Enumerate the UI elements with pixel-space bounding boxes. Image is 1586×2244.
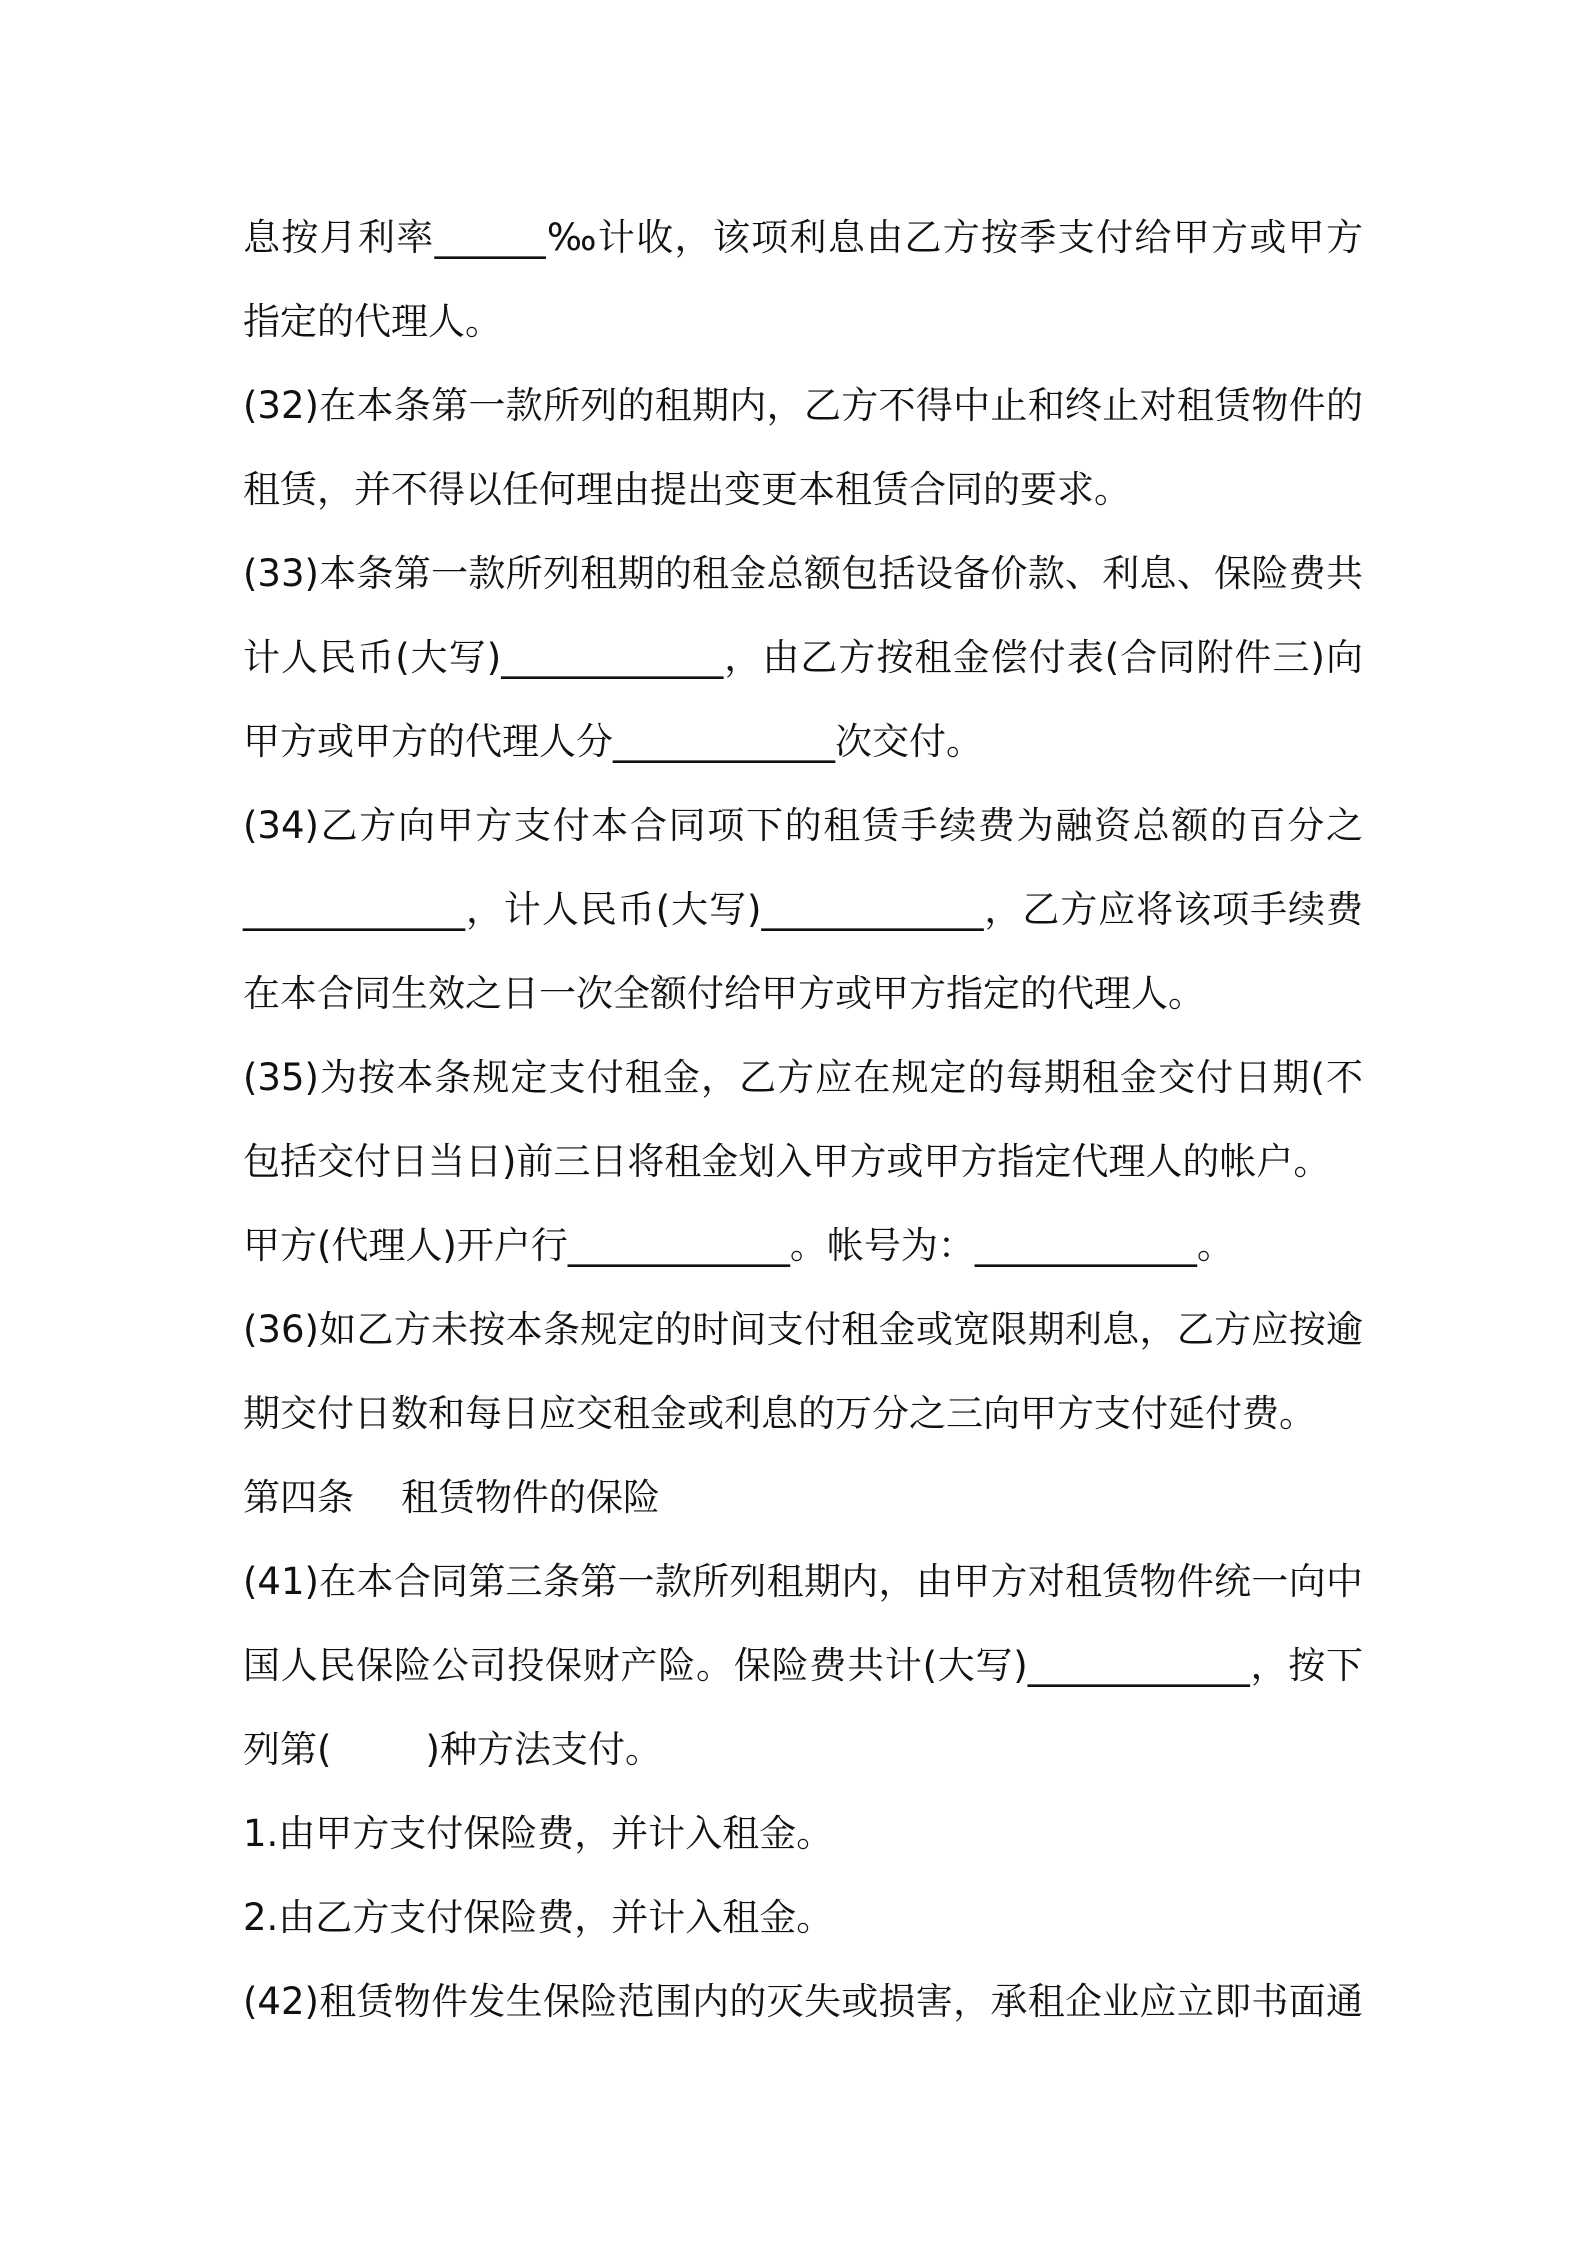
text-line-22: (42)租赁物件发生保险范围内的灭失或损害，承租企业应立即书面通 bbox=[243, 1980, 1363, 2023]
text-line-7: 甲方或甲方的代理人分____________次交付。 bbox=[243, 720, 983, 763]
text-line-4: 租赁，并不得以任何理由提出变更本租赁合同的要求。 bbox=[243, 468, 1131, 511]
text-line-15: 期交付日数和每日应交租金或利息的万分之三向甲方支付延付费。 bbox=[243, 1392, 1316, 1435]
text-line-3: (32)在本条第一款所列的租期内，乙方不得中止和终止对租赁物件的 bbox=[243, 384, 1363, 427]
text-line-10: 在本合同生效之日一次全额付给甲方或甲方指定的代理人。 bbox=[243, 972, 1205, 1015]
text-line-12: 包括交付日当日)前三日将租金划入甲方或甲方指定代理人的帐户。 bbox=[243, 1140, 1331, 1183]
text-line-11: (35)为按本条规定支付租金，乙方应在规定的每期租金交付日期(不 bbox=[243, 1056, 1363, 1099]
text-line-17: (41)在本合同第三条第一款所列租期内，由甲方对租赁物件统一向中 bbox=[243, 1560, 1363, 1603]
text-line-5: (33)本条第一款所列租期的租金总额包括设备价款、利息、保险费共 bbox=[243, 552, 1363, 595]
text-line-13: 甲方(代理人)开户行____________。帐号为：____________。 bbox=[243, 1224, 1234, 1267]
text-line-8: (34)乙方向甲方支付本合同项下的租赁手续费为融资总额的百分之 bbox=[243, 804, 1363, 847]
section-heading: 第四条 租赁物件的保险 bbox=[243, 1476, 661, 1519]
text-line-19: 列第( )种方法支付。 bbox=[243, 1728, 662, 1771]
text-line-9: ____________，计人民币(大写)____________，乙方应将该项手续费 bbox=[243, 888, 1363, 931]
text-line-2: 指定的代理人。 bbox=[243, 300, 502, 343]
contract-text bbox=[243, 196, 1363, 2044]
text-line-14: (36)如乙方未按本条规定的时间支付租金或宽限期利息，乙方应按逾 bbox=[243, 1308, 1363, 1351]
text-line-1: 息按月利率______‰计收，该项利息由乙方按季支付给甲方或甲方 bbox=[243, 216, 1363, 259]
text-line-20: 1.由甲方支付保险费，并计入租金。 bbox=[243, 1812, 834, 1855]
text-line-6: 计人民币(大写)____________，由乙方按租金偿付表(合同附件三)向 bbox=[243, 636, 1363, 679]
text-line-21: 2.由乙方支付保险费，并计入租金。 bbox=[243, 1896, 834, 1939]
text-line-18: 国人民保险公司投保财产险。保险费共计(大写)____________，按下 bbox=[243, 1644, 1363, 1687]
